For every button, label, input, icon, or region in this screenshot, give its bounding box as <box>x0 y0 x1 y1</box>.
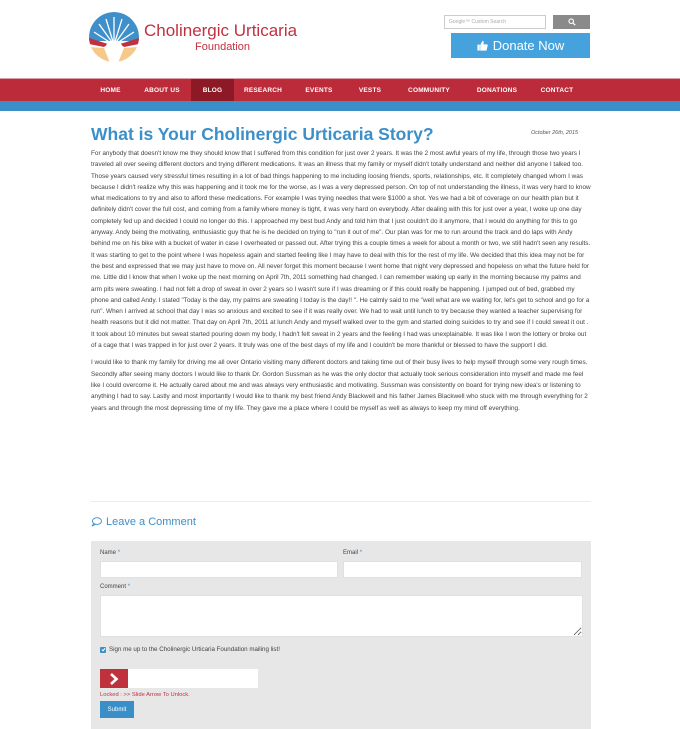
nav-item-vests[interactable] <box>346 79 394 101</box>
nav-label: CONTACT <box>540 86 574 94</box>
logo-icon[interactable] <box>88 11 140 63</box>
nav-item-donations[interactable] <box>464 79 530 101</box>
accent-stripe <box>0 101 680 111</box>
post-body <box>91 148 591 420</box>
search-bar <box>444 15 590 29</box>
required-mark: * <box>127 584 131 590</box>
comment-field[interactable] <box>100 595 583 637</box>
donate-label: Donate Now <box>492 38 565 53</box>
required-mark: * <box>359 550 363 556</box>
site-header <box>0 0 680 78</box>
nav-label: EVENTS <box>305 86 333 94</box>
email-label-text: Email <box>343 550 359 556</box>
email-field[interactable] <box>343 561 582 578</box>
donate-button[interactable] <box>451 33 590 58</box>
nav-label: BLOG <box>202 86 223 94</box>
search-button[interactable] <box>553 15 590 29</box>
name-label-text: Name <box>100 550 117 556</box>
nav-item-contact[interactable] <box>530 79 584 101</box>
comment-label-text: Comment <box>100 584 127 590</box>
search-input[interactable] <box>444 15 546 29</box>
thumbs-up-icon <box>477 40 488 51</box>
post-paragraph: I would like to thank my family for driving me all over Ontario visiting many different doctors and taking time out of their busy lives to help myself through some very rough times. Secondly after seeing many doctors I would like to thank Dr. Gordon Sussman as he was the only doctor that actually took serious consideration into myself and made me feel like I could overcome it. He actually cared about me and was always very enthusiastic and motivating. Sussman was consistently on board for trying new idea's or listening to anything I had to say. Lastly and most importantly I would like to thank my best friend Andy Blackwell and his father James Blackwell who stuck with me through everything for 2 years and through the most depressing time of my life. They gave me a place where I could be myself as well as always to keep my mind off everything. <box>91 359 588 412</box>
slider-handle[interactable] <box>100 669 128 688</box>
name-field[interactable] <box>100 561 338 578</box>
search-icon <box>568 18 576 26</box>
checkmark-icon <box>101 647 106 652</box>
mailing-list-label: Sign me up to the Cholinergic Urticaria Foundation mailing list! <box>109 646 280 653</box>
post-date: October 26th, 2015 <box>531 130 579 136</box>
leave-comment-label: Leave a Comment <box>106 516 196 528</box>
nav-item-community[interactable] <box>394 79 464 101</box>
speech-bubble-icon <box>91 517 102 527</box>
lock-message: Locked : >> Slide Arrow To Unlock. <box>100 692 190 698</box>
comment-label <box>100 584 130 590</box>
nav-label: ABOUT US <box>144 86 180 94</box>
nav-item-research[interactable] <box>234 79 292 101</box>
nav-item-about-us[interactable] <box>133 79 191 101</box>
mailing-list-option[interactable] <box>100 646 280 653</box>
main-nav <box>0 78 680 101</box>
mailing-list-checkbox[interactable] <box>100 647 106 653</box>
email-label <box>343 550 362 556</box>
nav-label: COMMUNITY <box>408 86 450 94</box>
nav-label: DONATIONS <box>476 86 518 94</box>
nav-item-home[interactable] <box>88 79 133 101</box>
logo-text[interactable] <box>144 22 297 54</box>
divider <box>91 501 591 502</box>
logo-title: Cholinergic Urticaria <box>144 21 298 40</box>
nav-item-events[interactable] <box>292 79 346 101</box>
name-label <box>100 550 120 556</box>
nav-label: HOME <box>100 86 121 94</box>
post-title: What is Your Cholinergic Urticaria Story? <box>91 124 434 144</box>
comment-form <box>91 541 591 729</box>
leave-comment-heading <box>91 516 196 528</box>
submit-button[interactable]: Submit <box>100 701 134 718</box>
unlock-slider <box>100 669 258 688</box>
nav-label: RESEARCH <box>243 86 283 94</box>
chevron-right-icon <box>109 673 119 685</box>
nav-label: VESTS <box>358 86 382 94</box>
nav-item-blog[interactable] <box>191 79 234 101</box>
post-paragraph: For anybody that doesn't know me they should know that I suffered from this condition for just over 2 years. It was the 2 most awful years of my life, through those two years I traveled all over seeing different doctors and trying different medications. It was an illness that my family or myself didn't totally understand and neither did anyone I talked too. Those years caused very stressful times resulting in a lot of bad things happening to me including loosing friends, sports, relationships, etc. It completely changed whom I was because I didn't realize why this was happening and it took me for the worse, as I was a very depressed person. On top of not understanding the illness, it was very hard to know what medications to try and also to afford these medications. For example I was trying needles that were $1000 a shot. Yes we had a bit of coverage on our health plan but it definitely didn't cover the full cost, and coming from a family where money is tight, it was very hard on everybody. After dealing with this for just over a year, I woke up one day completely fed up and decided I could no longer do this. I approached my best bud Andy and told him that I just couldn't do it anymore, that I would do anything for this to go anyway. Andy being the motivating, enthusiastic guy that he is he decided on trying to "run it out of me". Our plan was for me to run around the track and do laps with Andy behind me on his bike with a bucket of water in case I overheated or passed out. After trying this a couple times a week for about a month or two, we still hadn't seen any results. It was starting to get to the point where I was hopeless again and started feeling like I may have to deal with this for the rest of my life. We decided that this idea may not be for the best and expressed that we may just have to move on. All never forget this moment because I went home that night very depressed and hopeless on what the future held for me. Little did I know that when I woke up the next morning on April 7th, 2011 something had changed. I can remember waking up early in the morning because my palms and arm pits were sweating. I had not felt a drop of sweat in over 2 years so I wasn't sure if I was dreaming or if this could really be happening. I jumped out of bed, grabbed my phone and called Andy. I stated "Today is the day, my palms are sweating I today is the day!! ". He calmly said to me "well what are we waiting for, let's get to school and go for a run". When I arrived at school that day I was so anxious and excited to see if it was really over. We had to wait until lunch to try because they wanted a teacher supervising for health reasons but it did not matter. That day on April 7th, 2011 at lunch Andy and myself walked over to the gym and started doing suicides to try and see if I could sweat it out . It took about 10 minutes but sweat started pouring down my body, I hadn't felt sweat in 2 years and the feeling I had was unexplainable. It was like I won the lottery or broke out of a cage that I was trapped in for just over 2 years. It truly was one of the best days of my life and I couldn't be more thankful or blessed to have the support I did. <box>91 150 591 350</box>
required-mark: * <box>117 550 121 556</box>
logo-subtitle: Foundation <box>195 41 251 53</box>
